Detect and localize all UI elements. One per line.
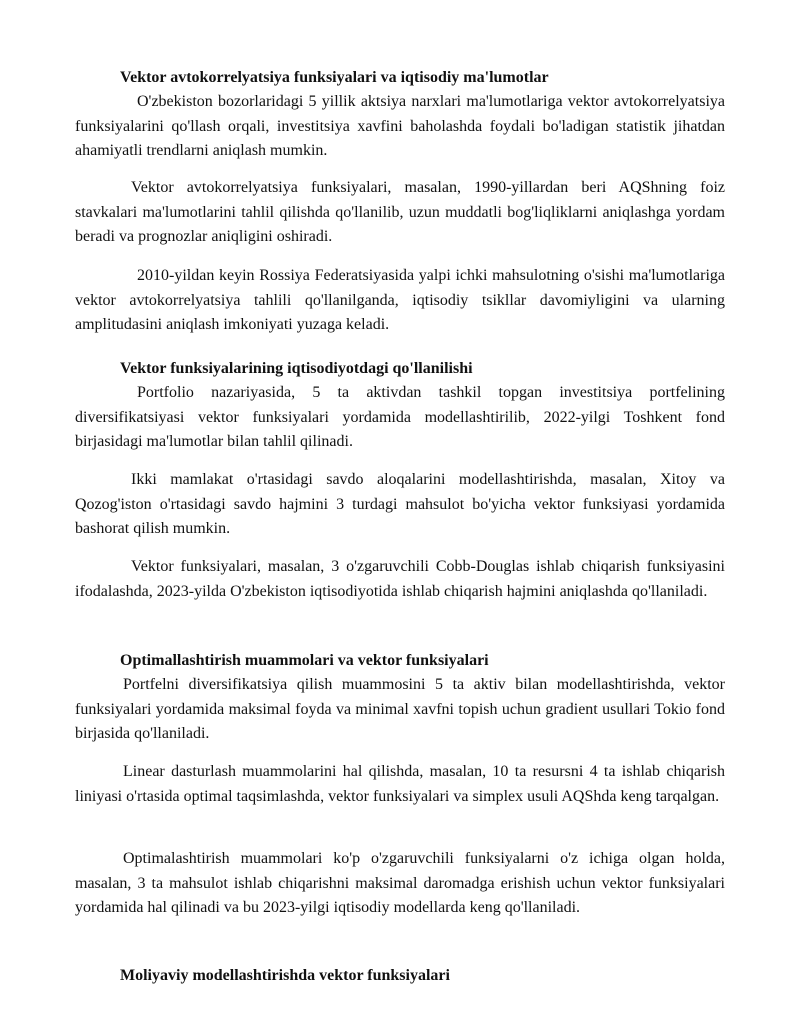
paragraph: Vektor funksiyalari, masalan, 3 o'zgaruvchili Cobb-Douglas ishlab chiqarish funksiyasini ifodalashda, 2023-yilda O'zbekiston iqtisodiyotida ishlab chiqarish hajmini aniqlashda qo'llaniladi. bbox=[75, 558, 725, 600]
section-2 bbox=[75, 357, 725, 455]
paragraph: O'zbekiston bozorlaridagi 5 yillik aktsiya narxlari ma'lumotlariga vektor avtokorrelyatsiya funksiyalarini qo'llash orqali, investitsiya xavfini baholashda foydali bo'ladigan statistik jihatdan ahamiyatli trendlarni aniqlash mumkin. bbox=[75, 93, 725, 159]
paragraph-block bbox=[75, 555, 725, 604]
paragraph: Optimalashtirish muammolari ko'p o'zgaruvchili funksiyalarni o'z ichiga olgan holda, masalan, 3 ta mahsulot ishlab chiqarishni maksimal daromadga erishish uchun vektor funksiyalari yordamida hal qilinadi va bu 2023-yilgi iqtisodiy modellarda keng qo'llaniladi. bbox=[75, 850, 725, 916]
paragraph: 2010-yildan keyin Rossiya Federatsiyasida yalpi ichki mahsulotning o'sishi ma'lumotlariga vektor avtokorrelyatsiya tahlili qo'llanilganda, iqtisodiy tsikllar davomiyligini va ularning amplitudasini aniqlash imkoniyati yuzaga keladi. bbox=[75, 267, 725, 333]
paragraph-block bbox=[75, 847, 725, 921]
section-3 bbox=[75, 649, 725, 747]
paragraph-block bbox=[75, 760, 725, 809]
section-heading: Moliyaviy modellashtirishda vektor funksiyalari bbox=[120, 967, 450, 984]
paragraph: Linear dasturlash muammolarini hal qilishda, masalan, 10 ta resursni 4 ta ishlab chiqarish liniyasi o'rtasida optimal taqsimlashda, vektor funksiyalari va simplex usuli AQShda keng tarqalgan. bbox=[75, 763, 725, 805]
section-heading: Vektor funksiyalarining iqtisodiyotdagi qo'llanilishi bbox=[120, 360, 473, 377]
section-heading: Vektor avtokorrelyatsiya funksiyalari va iqtisodiy ma'lumotlar bbox=[120, 69, 549, 86]
section-4 bbox=[75, 964, 725, 988]
paragraph: Vektor avtokorrelyatsiya funksiyalari, masalan, 1990-yillardan beri AQShning foiz stavkalari ma'lumotlarini tahlil qilishda qo'llanilib, uzun muddatli bog'liqliklarni aniqlashga yordam beradi va prognozlar aniqligini oshiradi. bbox=[75, 179, 725, 245]
paragraph: Ikki mamlakat o'rtasidagi savdo aloqalarini modellashtirishda, masalan, Xitoy va Qozog'iston o'rtasidagi savdo hajmini 3 turdagi mahsulot bo'yicha vektor funksiyasi yordamida bashorat qilish mumkin. bbox=[75, 471, 725, 537]
paragraph: Portfelni diversifikatsiya qilish muammosini 5 ta aktiv bilan modellashtirishda, vektor funksiyalari yordamida maksimal foyda va minimal xavfni topish uchun gradient usullari Tokio fond birjasida qo'llaniladi. bbox=[75, 676, 725, 742]
paragraph-block bbox=[75, 468, 725, 542]
paragraph-block bbox=[75, 176, 725, 250]
paragraph-block bbox=[75, 264, 725, 338]
section-heading: Optimallashtirish muammolari va vektor funksiyalari bbox=[120, 652, 489, 669]
paragraph: Portfolio nazariyasida, 5 ta aktivdan tashkil topgan investitsiya portfelining diversifikatsiyasi vektor funksiyalari yordamida modellashtirilib, 2022-yilgi Toshkent fond birjasidagi ma'lumotlar bilan tahlil qilinadi. bbox=[75, 384, 725, 450]
section-1 bbox=[75, 66, 725, 164]
